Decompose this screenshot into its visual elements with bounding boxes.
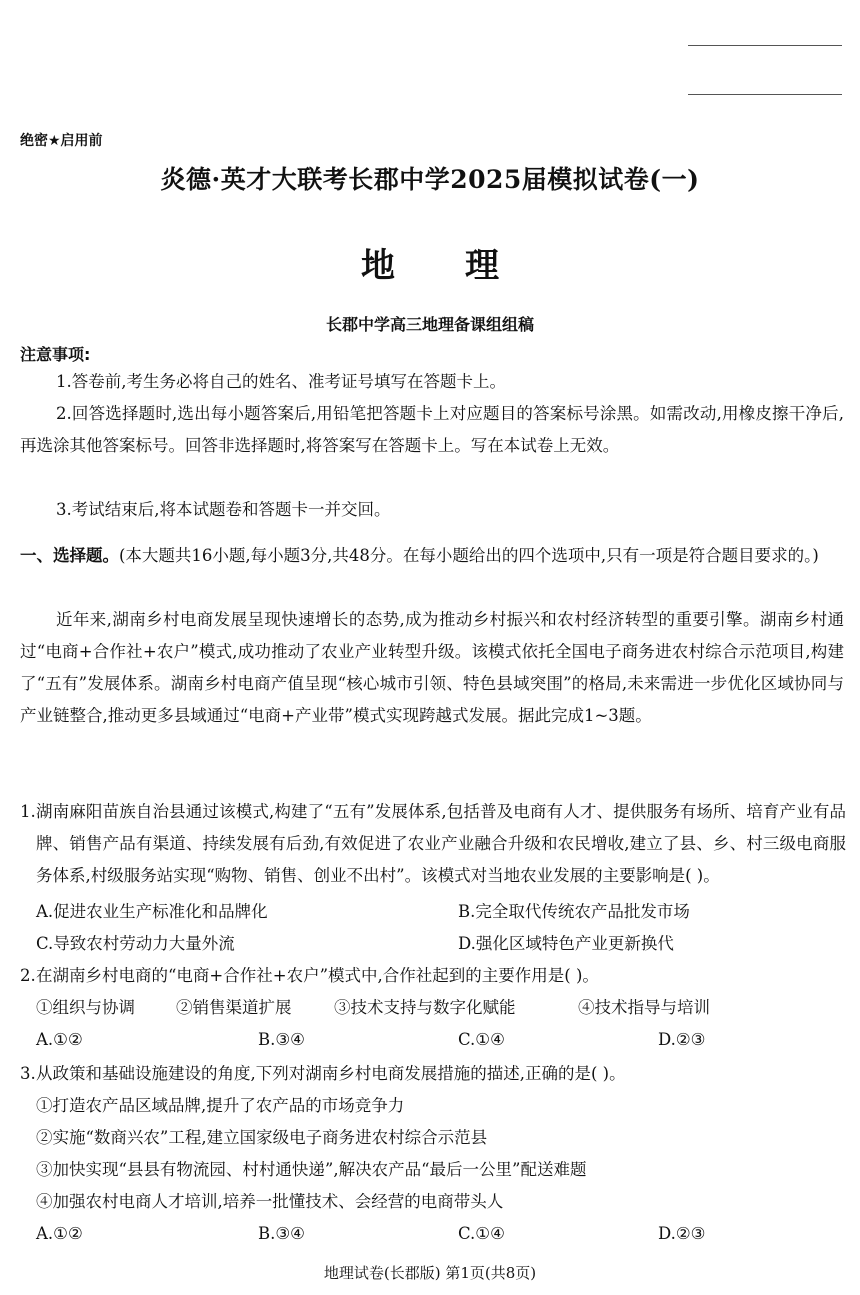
section-description: (本大题共16小题,每小题3分,共48分。在每小题给出的四个选项中,只有一项是符合题目要求的。): [119, 546, 819, 565]
notice-item: 1.答卷前,考生务必将自己的姓名、准考证号填写在答题卡上。: [56, 372, 506, 391]
subject-title: [0, 238, 860, 287]
question-number: 1.: [20, 802, 36, 821]
reading-passage: 近年来,湖南乡村电商发展呈现快速增长的态势,成为推动乡村振兴和农村经济转型的重要引擎。湖南乡村通过“电商+合作社+农户”模式,成功推动了农业产业转型升级。该模式依托全国电子商务进农村综合示范项目,构建了“五有”发展体系。湖南乡村电商产值呈现“核心城市引领、特色县域突围”的格局,未来需进一步优化区域协同与产业链整合,推动更多县域通过“电商+产业带”模式实现跨越式发展。据此完成1~3题。: [20, 610, 844, 725]
option-a: A.①②: [36, 1224, 83, 1243]
question-number: 3.: [20, 1064, 36, 1083]
option-b: B.③④: [258, 1030, 305, 1049]
exam-title: 炎德·英才大联考长郡中学2025届模拟试卷(一): [160, 165, 700, 194]
author-line: 长郡中学高三地理备课组组稿: [325, 315, 534, 334]
question-text: 在湖南乡村电商的“电商+合作社+农户”模式中,合作社起到的主要作用是( )。: [36, 966, 599, 985]
statement-1: ①组织与协调: [36, 998, 135, 1017]
confidential-label: 绝密★启用前: [20, 133, 103, 149]
section-header: [20, 540, 844, 571]
statement-3: ③技术支持与数字化赋能: [334, 998, 516, 1017]
statement-4: ④加强农村电商人才培训,培养一批懂技术、会经营的电商带头人: [36, 1192, 504, 1211]
option-d: D.②③: [658, 1030, 706, 1049]
option-b: B.③④: [258, 1224, 305, 1243]
notice-item: 3.考试结束后,将本试题卷和答题卡一并交回。: [56, 500, 391, 519]
question-text: 从政策和基础设施建设的角度,下列对湖南乡村电商发展措施的描述,正确的是( )。: [36, 1064, 626, 1083]
question-2: [20, 960, 846, 992]
question-text: 湖南麻阳苗族自治县通过该模式,构建了“五有”发展体系,包括普及电商有人才、提供服务有场所、培育产业有品牌、销售产品有渠道、持续发展有后劲,有效促进了农业产业融合升级和农民增收,建立了县、乡、村三级电商服务体系,村级服务站实现“购物、销售、创业不出村”。该模式对当地农业发展的主要影响是( )。: [36, 802, 846, 885]
option-d: D.强化区域特色产业更新换代: [458, 934, 674, 953]
statement-4: ④技术指导与培训: [578, 998, 710, 1017]
statement-2: ②销售渠道扩展: [176, 998, 292, 1017]
option-c: C.导致农村劳动力大量外流: [36, 934, 235, 953]
option-a: A.促进农业生产标准化和品牌化: [36, 902, 268, 921]
statement-1: ①打造农产品区域品牌,提升了农产品的市场竞争力: [36, 1096, 405, 1115]
score-box-line: [688, 94, 842, 95]
question-number: 2.: [20, 966, 36, 985]
question-3: [20, 1058, 846, 1090]
notice-heading: 注意事项:: [20, 345, 91, 364]
statement-3: ③加快实现“县县有物流园、村村通快递”,解决农产品“最后一公里”配送难题: [36, 1160, 587, 1179]
statement-2: ②实施“数商兴农”工程,建立国家级电子商务进农村综合示范县: [36, 1128, 488, 1147]
notice-item: 2.回答选择题时,选出每小题答案后,用铅笔把答题卡上对应题目的答案标号涂黑。如需改动,用橡皮擦干净后,再选涂其他答案标号。回答非选择题时,将答案写在答题卡上。写在本试卷上无效。: [20, 404, 844, 455]
option-d: D.②③: [658, 1224, 706, 1243]
option-b: B.完全取代传统农产品批发市场: [458, 902, 690, 921]
option-c: C.①④: [458, 1030, 505, 1049]
option-a: A.①②: [36, 1030, 83, 1049]
question-1: [20, 796, 846, 892]
option-c: C.①④: [458, 1224, 505, 1243]
section-title: 一、选择题。: [20, 546, 119, 565]
page-footer: 地理试卷(长郡版) 第1页(共8页): [323, 1264, 537, 1282]
score-box-line: [688, 45, 842, 46]
subject-char-2: 理: [465, 246, 499, 286]
subject-char-1: 地: [361, 246, 395, 286]
